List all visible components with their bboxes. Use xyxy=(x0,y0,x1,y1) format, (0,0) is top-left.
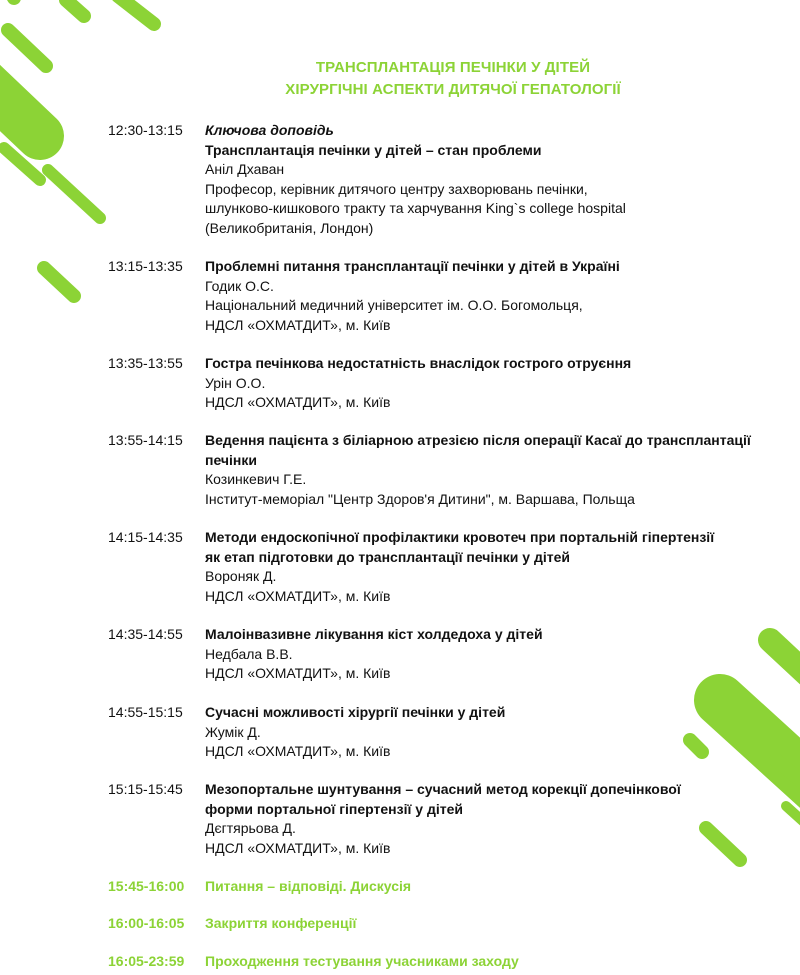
session-tag: Ключова доповідь xyxy=(205,122,334,138)
session-affiliation: (Великобританія, Лондон) xyxy=(205,219,374,236)
session-affiliation: Інститут-меморіал "Центр Здоров'я Дитини", м. Варшава, Польща xyxy=(205,490,635,507)
session-title: Малоінвазивне лікування кіст холдедоха у дітей xyxy=(205,626,543,642)
session-speaker: Годик О.С. xyxy=(205,277,274,294)
session-time: 16:00-16:05 xyxy=(108,915,185,931)
session-title: Закриття конференції xyxy=(205,915,357,931)
session-speaker: Жумік Д. xyxy=(205,723,261,740)
program-item xyxy=(108,528,778,606)
page-title-line-2: ХІРУРГІЧНІ АСПЕКТИ ДИТЯЧОЇ ГЕПАТОЛОГІЇ xyxy=(285,81,621,98)
session-affiliation: НДСЛ «ОХМАТДИТ», м. Київ xyxy=(205,743,391,759)
session-title: Проблемні питання трансплантації печінки у дітей в Україні xyxy=(205,258,620,274)
stripe xyxy=(48,170,100,218)
stripe xyxy=(118,0,154,24)
session-speaker: Вороняк Д. xyxy=(205,568,277,584)
session-affiliation: НДСЛ «ОХМАТДИТ», м. Київ xyxy=(205,316,391,333)
session-title: Мезопортальне шунтування – сучасний метод корекції допечінкової xyxy=(205,781,681,797)
program-item-highlight xyxy=(108,952,778,972)
session-affiliation: шлунково-кишкового тракту та харчування King`s college hospital xyxy=(205,200,626,216)
stripe xyxy=(776,760,800,790)
session-title: Ведення пацієнта з біліарною атрезією після операції Касаї до трансплантації xyxy=(205,432,751,448)
session-speaker: Урін О.О. xyxy=(205,374,266,391)
session-speaker: Аніл Дхаван xyxy=(205,161,285,177)
session-affiliation: Національний медичний університет ім. О.О. Богомольця, xyxy=(205,297,583,313)
session-speaker: Дєгтярьова Д. xyxy=(205,820,296,836)
session-title: Питання – відповіді. Дискусія xyxy=(205,878,412,894)
session-affiliation: Професор, керівник дитячого центру захворювань печінки, xyxy=(205,180,588,197)
program-item xyxy=(108,625,778,684)
session-title: як етап підготовки до трансплантації печінки у дітей xyxy=(205,548,570,565)
program-item-highlight xyxy=(108,877,778,897)
session-title: печінки xyxy=(205,451,257,468)
program-item xyxy=(108,703,778,762)
stripe xyxy=(4,148,40,180)
session-time: 13:55-14:15 xyxy=(108,432,183,448)
session-time: 15:15-15:45 xyxy=(108,781,183,797)
session-title: Проходження тестування учасниками заходу xyxy=(205,953,519,969)
session-time: 16:05-23:59 xyxy=(108,953,185,969)
session-time: 14:35-14:55 xyxy=(108,626,183,642)
session-time: 14:15-14:35 xyxy=(108,529,183,545)
session-time: 15:45-16:00 xyxy=(108,878,185,894)
session-title: Методи ендоскопічної профілактики кровотеч при портальній гіпертензії xyxy=(205,529,715,545)
program-item xyxy=(108,431,778,509)
session-title: Сучасні можливості хірургії печінки у дітей xyxy=(205,704,506,720)
stripe xyxy=(66,0,84,16)
session-time: 14:55-15:15 xyxy=(108,704,183,720)
session-title: форми портальної гіпертензії у дітей xyxy=(205,800,463,817)
program-item-highlight xyxy=(108,914,778,934)
program-item xyxy=(108,121,778,238)
program-item xyxy=(108,354,778,413)
session-speaker: Козинкевич Г.Е. xyxy=(205,471,307,487)
stripe xyxy=(786,806,800,824)
session-time: 13:15-13:35 xyxy=(108,258,183,274)
session-time: 12:30-13:15 xyxy=(108,122,183,138)
session-affiliation: НДСЛ «ОХМАТДИТ», м. Київ xyxy=(205,587,391,604)
page-title-line-1: ТРАНСПЛАНТАЦІЯ ПЕЧІНКИ У ДІТЕЙ xyxy=(315,59,591,76)
session-affiliation: НДСЛ «ОХМАТДИТ», м. Київ xyxy=(205,394,391,410)
session-title: Гостра печінкова недостатність внаслідок гострого отруєння xyxy=(205,355,632,371)
session-affiliation: НДСЛ «ОХМАТДИТ», м. Київ xyxy=(205,839,391,856)
session-speaker: Недбала В.В. xyxy=(205,645,293,662)
session-time: 13:35-13:55 xyxy=(108,355,183,371)
session-affiliation: НДСЛ «ОХМАТДИТ», м. Київ xyxy=(205,665,391,681)
program-item xyxy=(108,780,778,858)
program-item xyxy=(108,257,778,335)
stripe xyxy=(44,268,74,296)
session-title: Трансплантація печінки у дітей – стан проблеми xyxy=(205,141,542,158)
